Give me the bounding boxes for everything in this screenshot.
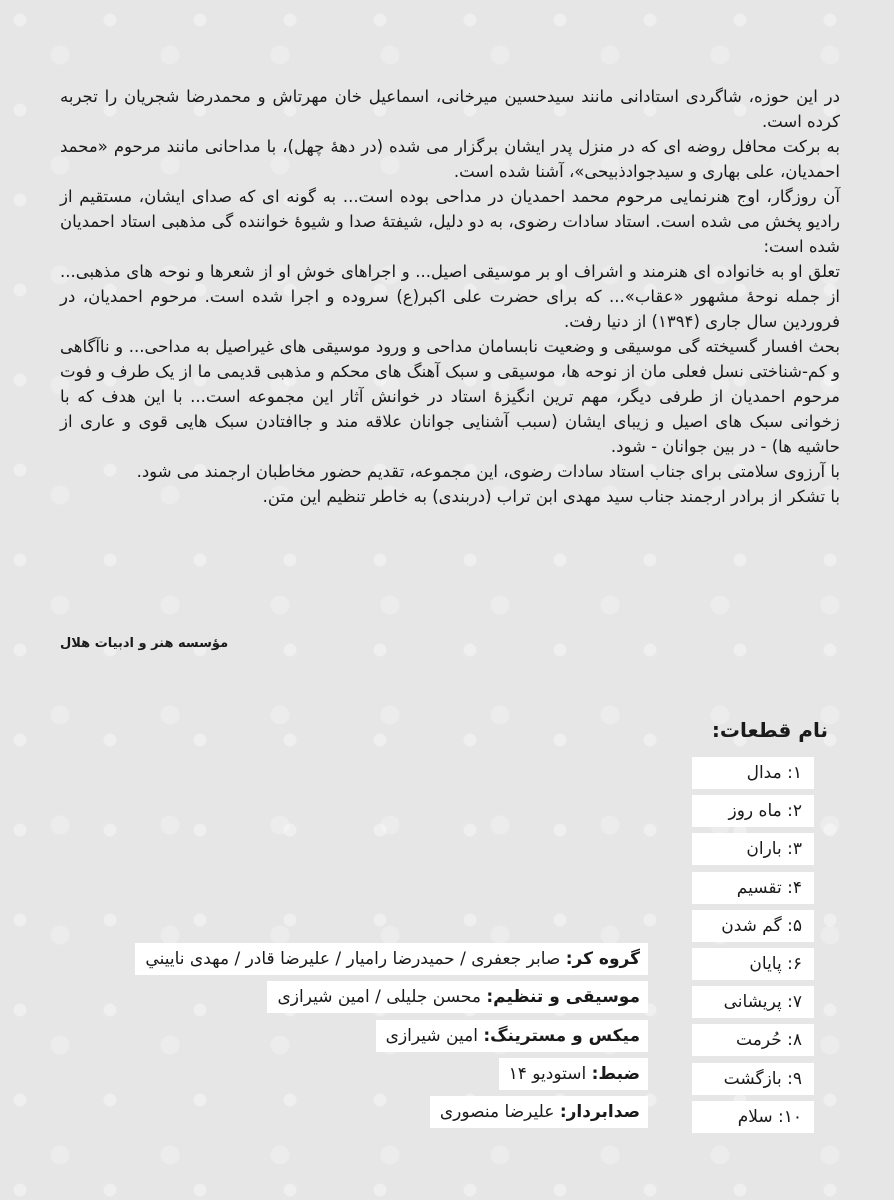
credit-row [135, 1096, 648, 1128]
credit-value: محسن جلیلی / امین شیرازی [277, 987, 487, 1008]
credit-box [135, 943, 648, 975]
intro-paragraph: با تشکر از برادر ارجمند جناب سید مهدی ابن تراب (دربندی) به خاطر تنظیم این متن. [262, 487, 840, 506]
credit-box [499, 1058, 648, 1090]
credit-box [267, 981, 648, 1013]
credit-row [135, 1058, 648, 1090]
credits-list [135, 943, 648, 1134]
credit-row [135, 981, 648, 1013]
credit-label: گروه کر: [565, 949, 640, 969]
tracks-heading: نام قطعات: [711, 718, 828, 742]
track-item: ۳: باران [692, 833, 814, 865]
track-item: ۵: گم شدن [692, 910, 814, 942]
intro-text [60, 84, 840, 509]
credit-value: استودیو ۱۴ [508, 1063, 592, 1084]
credit-box [376, 1020, 648, 1052]
track-item: ۱۰: سلام [692, 1101, 814, 1133]
intro-paragraph: در این حوزه، شاگردی استادانی مانند سیدحسین میرخانی، اسماعیل خان مهرتاش و محمدرضا شجریان را تجربه کرده است. [60, 87, 840, 131]
intro-paragraph: به برکت محافل روضه ای که در منزل پدر ایشان برگزار می شده (در دهۀ چهل)، با مداحانی مانند مرحوم «محمد احمدیان، علی بهاری و سیدجوادذبیحی»، آشنا شده است. [60, 137, 840, 181]
track-item: ۶: پایان [692, 948, 814, 980]
credit-value: امین شیرازی [385, 1025, 484, 1046]
credit-box [430, 1096, 648, 1128]
credit-label: میکس و مسترینگ: [483, 1025, 640, 1046]
intro-paragraph: با آرزوی سلامتی برای جناب استاد سادات رضوی، این مجموعه، تقدیم حضور مخاطبان ارجمند می شود. [136, 462, 840, 481]
track-item: ۲: ماه روز [692, 795, 814, 827]
intro-paragraph: آن روزگار، اوج هنرنمایی مرحوم محمد احمدیان در مداحی بوده است... به گونه ای که صدای ایشان، مستقیم از رادیو پخش می شده است. استاد سادات رضوی، به دو دلیل، شیفتۀ صدا و شیوۀ خواننده گی مذهبی استاد احمدیان شده است: [60, 187, 840, 256]
track-list [692, 757, 814, 1139]
track-item: ۱: مدال [692, 757, 814, 789]
credit-value: علیرضا منصوری [439, 1102, 560, 1123]
track-item: ۷: پریشانی [692, 986, 814, 1018]
credit-row [135, 1020, 648, 1052]
credit-label: صدابردار: [559, 1102, 640, 1123]
credit-label: موسیقی و تنظیم: [486, 987, 640, 1008]
credit-row [135, 943, 648, 975]
credit-label: ضبط: [591, 1063, 640, 1084]
track-item: ۸: حُرمت [692, 1024, 814, 1056]
track-item: ۹: بازگشت [692, 1063, 814, 1095]
intro-paragraph: تعلق او به خانواده ای هنرمند و اشراف او بر موسیقی اصیل... و اجراهای خوش او از شعرها و نوحه های مذهبی... از جمله نوحۀ مشهور «عقاب»... که برای حضرت علی اکبر(ع) سروده و اجرا شده است. مرحوم احمدیان، در فروردین سال جاری (۱۳۹۴) از دنیا رفت. [60, 262, 840, 331]
intro-paragraph: بحث افسار گسیخته گی موسیقی و وضعیت نابسامان مداحی و ورود موسیقی های غیراصیل به مداحی... و ناآگاهی و کم-شناختی نسل فعلی مان از نوحه ها، موسیقی و سبک آهنگ های محکم و مذهبی قدیمی ما از یک طرف و فوت مرحوم احمدیان از طرفی دیگر، مهم ترین انگیزۀ استاد در خوانش آثار این مجموعه است... با این هدف که با زخوانی سبک های اصیل و زیبای ایشان (سبب آشنایی جوانان علاقه مند و جاافتادن سبک هایی قوی و عاری از حاشیه ها) - در بین جوانان - شود. [60, 337, 840, 456]
publisher-name: مؤسسه هنر و ادبیات هلال [60, 636, 229, 651]
track-item: ۴: تقسیم [692, 872, 814, 904]
credit-value: صابر جعفری / حمیدرضا رامیار / علیرضا قادر / مهدی ناییني [145, 949, 566, 969]
